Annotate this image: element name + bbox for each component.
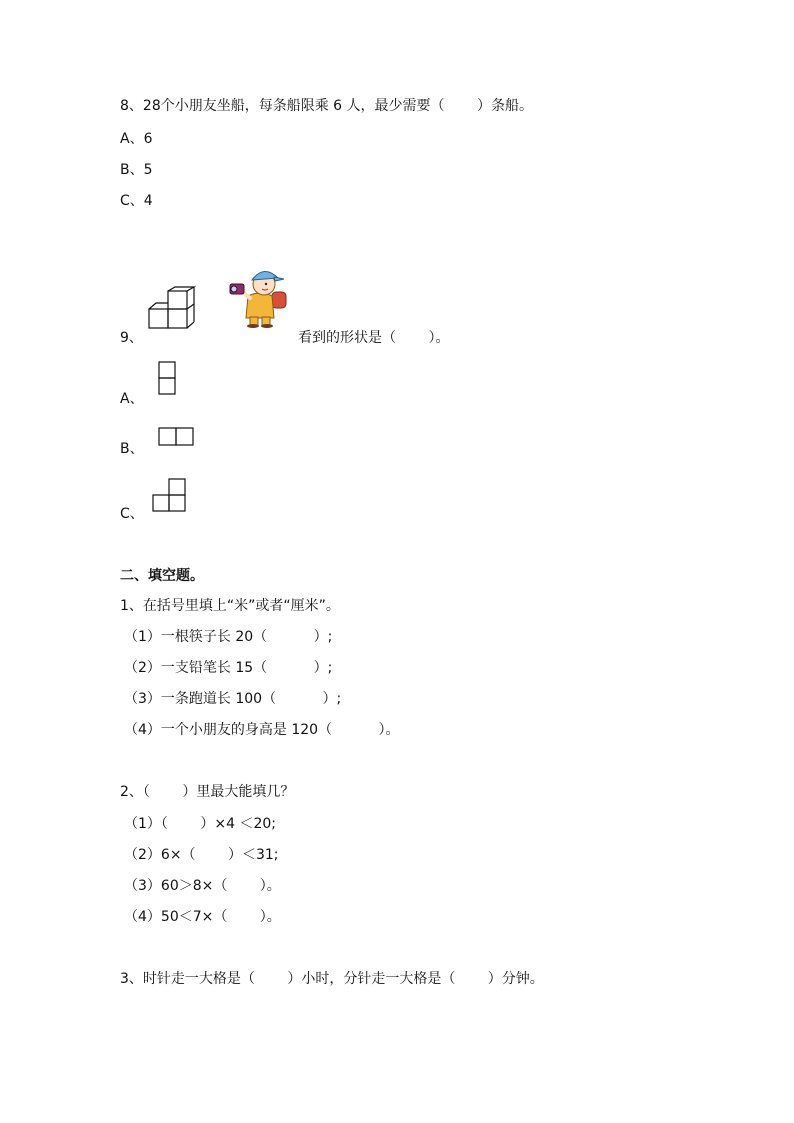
shape-l-three-squares — [152, 477, 188, 513]
q9-option-b: B、 — [120, 441, 144, 457]
q9-question: 看到的形状是（ ）。 — [298, 330, 450, 346]
fill-q2-item-4: （4）50＜7×（ ）。 — [124, 909, 281, 925]
q8-question: 8、28个小朋友坐船，每条船限乘 6 人，最少需要（ ）条船。 — [120, 98, 533, 114]
q9-number: 9、 — [120, 330, 143, 346]
fill-q1-item-2: （2）一支铅笔长 15（ ）; — [124, 660, 333, 676]
fill-q1-item-1: （1）一根筷子长 20（ ）; — [124, 629, 333, 645]
shape-two-stacked-squares — [158, 361, 177, 397]
fill-q1-item-3: （3）一条跑道长 100（ ）; — [124, 691, 342, 707]
fill-q1-question: 1、在括号里填上“米”或者“厘米”。 — [120, 598, 340, 614]
q8-option-c: C、4 — [120, 193, 153, 209]
stacked-cubes-figure — [148, 286, 196, 330]
q8-option-a: A、6 — [120, 131, 153, 147]
fill-q3-question: 3、时针走一大格是（ ）小时，分针走一大格是（ ）分钟。 — [120, 971, 544, 987]
q9-option-c: C、 — [120, 506, 144, 522]
shape-two-side-by-side-squares — [158, 427, 196, 447]
child-with-camera-illustration — [228, 262, 292, 328]
q9-option-a: A、 — [120, 391, 144, 407]
fill-q1-item-4: （4）一个小朋友的身高是 120（ ）。 — [124, 722, 400, 738]
fill-q2-item-1: （1）（ ）×4 ＜20; — [124, 816, 276, 832]
fill-q2-item-2: （2）6×（ ）＜31; — [124, 847, 279, 863]
section-title: 二、填空题。 — [120, 568, 204, 584]
fill-q2-item-3: （3）60＞8×（ ）。 — [124, 878, 281, 894]
q8-option-b: B、5 — [120, 162, 153, 178]
fill-q2-question: 2、（ ）里最大能填几？ — [120, 784, 295, 800]
